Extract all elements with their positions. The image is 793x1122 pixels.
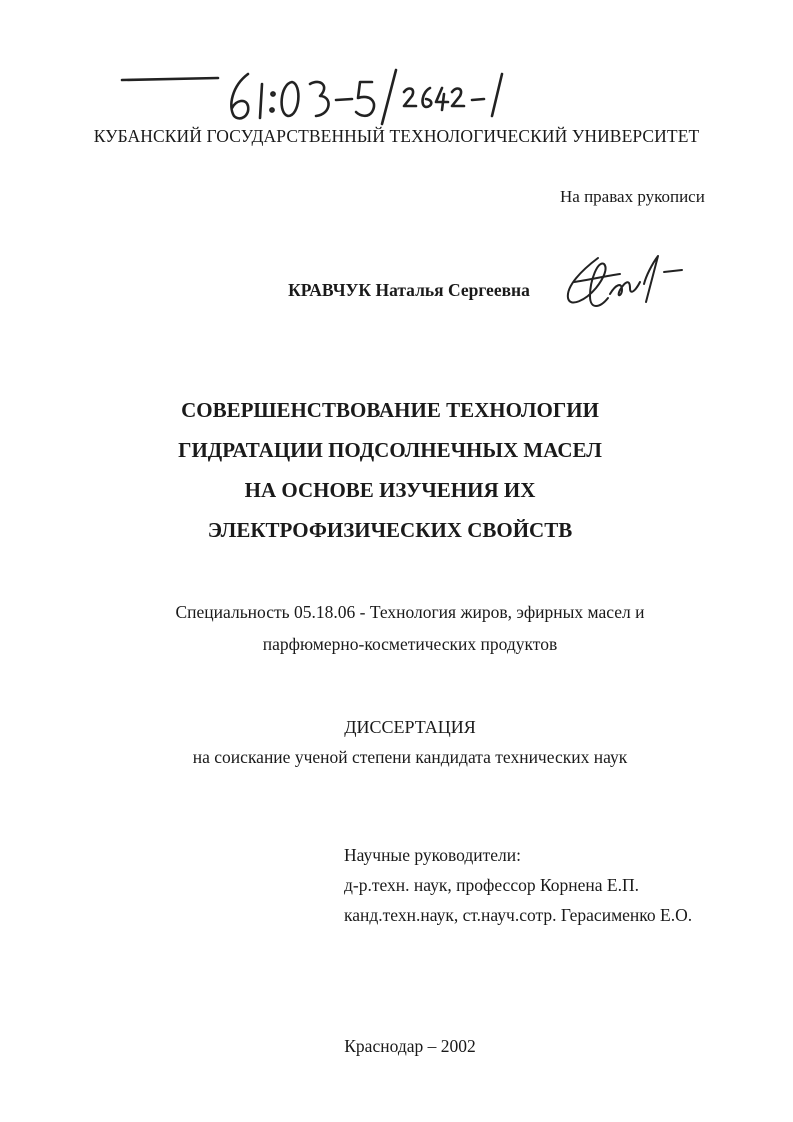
rights-note: На правах рукописи — [560, 187, 705, 206]
supervisor-entry: д-р.техн. наук, профессор Корнена Е.П. — [344, 875, 639, 895]
title-line: ЭЛЕКТРОФИЗИЧЕСКИХ СВОЙСТВ — [207, 518, 573, 542]
supervisors-block — [344, 840, 692, 930]
university-name: КУБАНСКИЙ ГОСУДАРСТВЕННЫЙ ТЕХНОЛОГИЧЕСКИЙ УНИВЕРСИТЕТ — [93, 126, 700, 146]
specialty-line: парфюмерно-косметических продуктов — [262, 634, 558, 654]
title-line: НА ОСНОВЕ ИЗУЧЕНИЯ ИХ — [244, 478, 536, 502]
author-signature — [560, 250, 710, 318]
dissertation-title — [0, 390, 780, 550]
author-surname: КРАВЧУК — [288, 280, 372, 300]
specialty-line: Специальность 05.18.06 - Технология жиров, эфирных масел и — [175, 602, 645, 622]
signature-icon — [560, 250, 710, 318]
degree-statement: на соискание ученой степени кандидата технических наук — [192, 747, 628, 767]
title-line: СОВЕРШЕНСТВОВАНИЕ ТЕХНОЛОГИИ — [181, 398, 599, 422]
supervisors-heading: Научные руководители: — [344, 845, 521, 865]
city-year: Краснодар – 2002 — [344, 1036, 476, 1056]
specialty — [0, 596, 793, 660]
title-line: ГИДРАТАЦИИ ПОДСОЛНЕЧНЫХ МАСЕЛ — [178, 438, 602, 462]
supervisor-entry: канд.техн.наук, ст.науч.сотр. Герасименко Е.О. — [344, 905, 693, 925]
author-given-names: Наталья Сергеевна — [375, 280, 530, 300]
work-type: ДИССЕРТАЦИЯ — [344, 717, 476, 737]
